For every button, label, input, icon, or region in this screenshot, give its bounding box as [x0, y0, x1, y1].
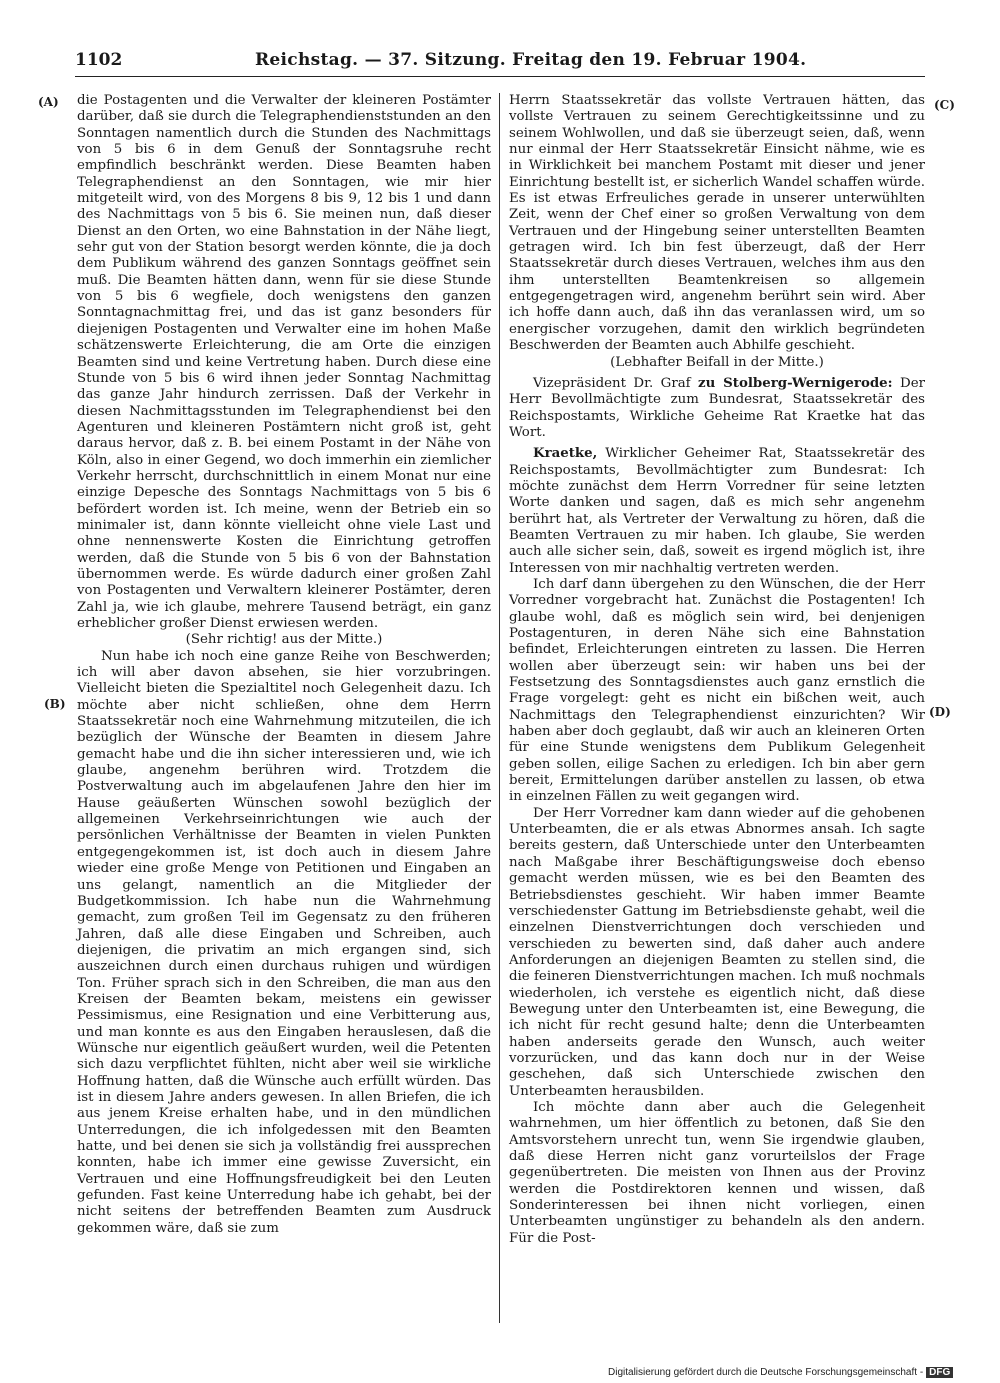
right-column: [509, 93, 925, 1247]
paragraph: Ich möchte dann aber auch die Gelegenheit wahrnehmen, um hier öffentlich zu betonen, daß Sie den Amtsvorstehern unrecht tun, wenn Sie irgendwie glauben, daß diese Herren nicht ganz vorurteilslos der Frage gegenübertreten. Die meisten von Ihnen aus der Provinz werden die Postdirektoren kennen und wissen, daß Sonderinteressen bei ihnen nicht vorliegen, einen Unterbeamten ungünstiger zu behandeln als den andern. Für die Post-: [509, 1099, 925, 1246]
page-number: 1102: [75, 50, 123, 70]
dfg-logo: DFG: [926, 1367, 953, 1378]
paragraph: Nun habe ich noch eine ganze Reihe von Beschwerden; ich will aber davon absehen, sie hier vorzubringen. Vielleicht bieten die Spezialtitel noch Gelegenheit dazu. Ich möchte aber nicht schließen, ohne dem Herrn Staatssekretär noch eine Wahrnehmung mitzuteilen, die ich bezüglich der Wünsche der Beamten in diesem Jahre gemacht habe und die ihn sicher interessieren und, wie ich glaube, angenehm berühren wird. Trotzdem die Postverwaltung auch im abgelaufenen Jahre den hier im Hause geäußerten Wünschen sowohl bezüglich der allgemeinen Verkehrseinrichtungen wie auch der persönlichen Verhältnisse der Beamten in vielen Punkten entgegengekommen ist, ist doch auch in diesem Jahre wieder eine große Menge von Petitionen und Eingaben an uns gelangt, namentlich an die Mitglieder der Budgetkommission. Ich habe nun die Wahrnehmung gemacht, zum großen Teil im Gegensatz zu den früheren Jahren, daß alle diese Eingaben und Schreiben, auch diejenigen, die privatim an mich ergangen sind, sich auszeichnen durch einen durchaus ruhigen und würdigen Ton. Früher sprach sich in den Schreiben, die man aus den Kreisen der Beamten bekam, meistens ein gewisser Pessimismus, eine Resignation und eine Verbitterung aus, und man konnte es aus den Eingaben herauslesen, daß die Wünsche nur eigentlich geäußert wurden, weil die Petenten sich dazu verpflichtet fühlten, nicht aber weil sie wirkliche Hoffnung hatten, daß die Wünsche auch erfüllt würden. Das ist in diesem Jahre anders gewesen. In allen Briefen, die ich aus jenem Kreise erhalten habe, und in den mündlichen Unterredungen, die ich infolgedessen mit den Beamten hatte, und bei denen sie sich ja vollständig frei aussprechen konnten, habe ich immer eine gewisse Zuversicht, ein Vertrauen und eine Hoffnungsfreudigkeit bei den Leuten gefunden. Fast keine Unterredung habe ich gehabt, bei der nicht seitens der betreffenden Beamten zum Ausdruck gekommen wäre, daß sie zum: [77, 648, 491, 1236]
speaker-text: Der Herr Bevollmächtigte zum Bundesrat, Staatssekretär des Reichspostamts, Wirkliche Geheime Rat Kraetke hat das Wort.: [509, 375, 926, 440]
speaker-paragraph: [509, 445, 925, 577]
page-header: [75, 50, 925, 77]
speaker-text: Wirklicher Geheimer Rat, Staatssekretär des Reichspostamts, Bevollmächtigter zum Bundesrat: Ich möchte zunächst dem Herrn Vorredner für seine letzten Worte danken und sagen, daß es mich sehr angenehm berührt hat, als Vertreter der Verwaltung zu hören, daß die Beamten Vertrauen zu mir haben. Ich glaube, Sie werden auch alle sicher sein, daß, soweit es irgend möglich ist, ihre Interessen von mir nachhaltig vertreten werden.: [509, 446, 925, 576]
running-head: Reichstag. — 37. Sitzung. Freitag den 19. Februar 1904.: [255, 50, 807, 70]
paragraph: Herrn Staatssekretär das vollste Vertrauen hätten, das vollste Vertrauen zu seinem Gerechtigkeitssinne und zu seinem Wohlwollen, und daß sie überzeugt seien, daß, wenn nur einmal der Herr Staatssekretär Einsicht nähme, wie es in Wirklichkeit bei manchem Postamt mit dieser und jener Einrichtung bestellt ist, er sicherlich Wandel schaffen würde. Es ist etwas Erfreuliches gerade in unserer unterwühlten Zeit, wenn der Chef einer so großen Verwaltung von dem Vertrauen und der Hingebung seiner unterstellten Beamten getragen wird. Ich bin fest überzeugt, daß der Herr Staatssekretär durch dieses Vertrauen, welches ihm aus den ihm unterstellten Beamtenkreisen so allgemein entgegengetragen wird, angenehm berührt sein wird. Aber ich hoffe dann auch, daß ihn das veranlassen wird, um so energischer vorzugehen, damit den wirklich begründeten Beschwerden der Beamten auch Abhilfe geschieht.: [509, 93, 925, 354]
interjection: (Sehr richtig! aus der Mitte.): [185, 632, 383, 648]
paragraph: Der Herr Vorredner kam dann wieder auf die gehobenen Unterbeamten, die er als etwas Abnormes ansah. Ich sagte bereits gestern, daß Unterschiede unter den Unterbeamten nach Maßgabe ihrer Beschäftigungsweise doch ebenso gemacht werden müssen, wie es bei den Beamten des Betriebsdienstes geschieht. Wir haben immer Beamte verschiedenster Gattung im Betriebsdienste gehabt, weil die einzelnen Dienstverrichtungen doch verschieden und verschieden zu bewerten sind, daß daher auch andere Anforderungen an diejenigen Beamten zu stellen sind, die die feineren Dienstverrichtungen machen. Ich muß nochmals wiederholen, ich verstehe es eigentlich nicht, daß diese Bewegung unter den Unterbeamten ist, eine Bewegung, die ich nicht für recht gesund halte; denn die Unterbeamten haben anderseits gerade den Wunsch, auch weiter vorzurücken, und das kann doch nur in der Weise geschehen, daß sich Unterschiede zwischen den Unterbeamten herausbilden.: [509, 805, 925, 1099]
paragraph: die Postagenten und die Verwalter der kleineren Postämter darüber, daß sie durch die Telegraphendienststunden an den Sonntagen namentlich durch die Stunden des Nachmittags von 5 bis 6 in dem Genuß der Sonntagsruhe recht empfindlich beschränkt werden. Diese Beamten haben Telegraphendienst an den Sonntagen, wie mir hier mitgeteilt wird, von des Morgens 8 bis 9, 12 bis 1 und dann des Nachmittags von 5 bis 6. Sie meinen nun, daß dieser Dienst an den Orten, wo eine Bahnstation in der Nähe liegt, sehr gut von der Station besorgt werden könnte, die ja doch dem Publikum während des ganzen Sonntags geöffnet sein muß. Die Beamten hätten dann, wenn für sie diese Stunde von 5 bis 6 wegfiele, doch wenigstens den ganzen Sonntagnachmittag frei, und das ist ganz besonders für diejenigen Postagenten und Verwalter eine im hohen Maße schätzenswerte Erleichterung, die am Orte die einzigen Beamten sind und keine Vertretung haben. Durch diese eine Stunde von 5 bis 6 wird ihnen jeder Sonntag Nachmittag das ganze Jahr hindurch zerrissen. Daß der Verkehr in diesen Nachmittagsstunden im Telegraphendienst bei den Agenturen und kleineren Postämtern nicht groß ist, geht daraus hervor, daß z. B. bei einem Postamt in der Nähe von Köln, also in einer Gegend, wo doch immerhin ein ziemlicher Verkehr herrscht, durchschnittlich in einem Monat nur eine einzige Depesche des Sonntags Nachmittags von 5 bis 6 befördert worden ist. Ich meine, wenn der Betrieb ein so minimaler ist, dann könnte vielleicht ohne viele Last und ohne nennenswerte Kosten die Einrichtung getroffen werden, daß die Stunde von 5 bis 6 von der Bahnstation übernommen werde. Es würde dadurch einer großen Zahl von Postagenten und Verwaltern kleinerer Postämter, deren Zahl ja, wie ich glaube, mehrere Tausend beträgt, ein ganz erheblicher großer Dienst erwiesen werden.: [77, 93, 491, 631]
margin-marker-d: (D): [929, 705, 951, 719]
margin-marker-b: (B): [44, 697, 66, 711]
column-divider: [499, 93, 500, 1323]
interjection: (Lebhafter Beifall in der Mitte.): [610, 354, 824, 370]
margin-marker-a: (A): [38, 95, 59, 109]
speaker-name: Kraetke,: [533, 445, 598, 462]
speaker-title: Vizepräsident Dr. Graf: [533, 375, 699, 391]
footer-text: Digitalisierung gefördert durch die Deutsche Forschungsgemeinschaft -: [608, 1367, 924, 1378]
digitization-footer: [608, 1367, 953, 1378]
speaker-name: zu Stolberg-Wernigerode:: [698, 374, 893, 391]
margin-marker-c: (C): [934, 98, 955, 112]
speaker-paragraph: [509, 375, 925, 441]
left-column: [77, 93, 491, 1237]
paragraph: Ich darf dann übergehen zu den Wünschen, die der Herr Vorredner vorgebracht hat. Zunächst die Postagenten! Ich glaube wohl, daß es möglich sein wird, bei denjenigen Postagenturen, in deren Nähe sich eine Bahnstation befindet, Erleichterungen eintreten zu lassen. Die Herren wollen aber überzeugt sein: wir haben uns bei der Festsetzung des Sonntagsdienstes auch ganz ernstlich die Frage vorgelegt: geht es nicht ein bißchen weit, auch Nachmittags den Telegraphendienst einzurichten? Wir haben aber doch geglaubt, daß wir auch an kleineren Orten für eine Stunde wenigstens dem Publikum Gelegenheit geben sollen, eilige Sachen zu erledigen. Ich bin aber gern bereit, Ermittelungen darüber anstellen zu lassen, ob etwa in einzelnen Fällen zu weit gegangen wird.: [509, 576, 925, 805]
